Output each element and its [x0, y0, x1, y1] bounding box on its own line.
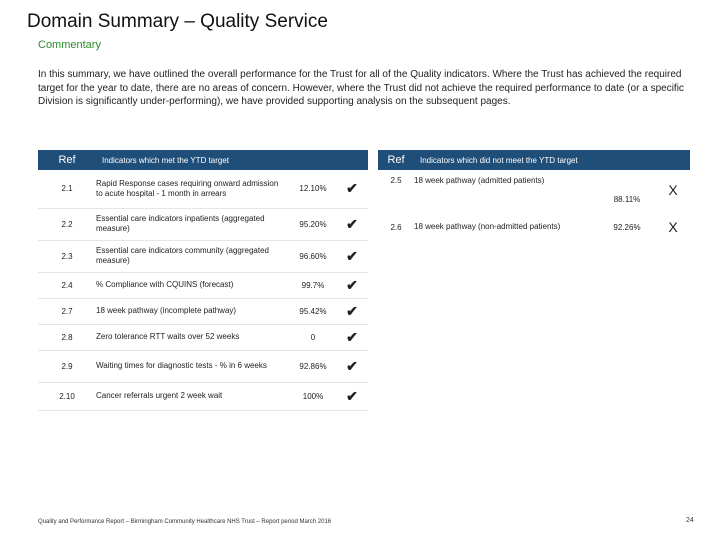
ref-cell: 2.1 — [38, 170, 96, 208]
ref-cell: 2.9 — [38, 350, 96, 382]
ref-cell: 2.5 — [390, 176, 402, 185]
indicator-cell: 18 week pathway (non-admitted patients) — [414, 222, 561, 231]
table-row — [38, 170, 368, 208]
ref-cell: 2.10 — [38, 382, 96, 410]
indicator-cell: 18 week pathway (incomplete pathway) — [96, 298, 290, 324]
page-title: Domain Summary – Quality Service — [27, 11, 328, 32]
met-table-header — [38, 150, 368, 170]
met-indicator-header: Indicators which met the YTD target — [96, 150, 368, 170]
value-cell: 95.42% — [290, 298, 336, 324]
indicator-cell: Essential care indicators community (aggregated measure) — [96, 240, 290, 272]
met-indicators-table — [38, 150, 368, 411]
table-row — [38, 350, 368, 382]
value-cell: 92.26% — [613, 222, 641, 232]
intro-paragraph: In this summary, we have outlined the overall performance for the Trust for all of the Quality indicators. Where the Trust has achieved the required target for the year to date, there are no areas of concern. However, where the Trust did not achieve the required performance to date (or a specific Division is significantly under-performing), we have provided supporting analysis on the subsequent pages. — [38, 69, 684, 108]
check-icon: ✔ — [336, 272, 368, 298]
indicator-cell: Waiting times for diagnostic tests - % in 6 weeks — [96, 350, 290, 382]
commentary-heading: Commentary — [38, 39, 101, 51]
check-icon: ✔ — [336, 240, 368, 272]
value-cell: 100% — [290, 382, 336, 410]
value-cell: 99.7% — [290, 272, 336, 298]
value-cell: 92.86% — [290, 350, 336, 382]
indicator-cell: Zero tolerance RTT waits over 52 weeks — [96, 324, 290, 350]
cross-icon: X — [668, 219, 678, 235]
ref-cell: 2.6 — [390, 222, 402, 232]
indicator-cell: Rapid Response cases requiring onward admission to acute hospital - 1 month in arrears — [96, 170, 290, 208]
cross-icon: X — [668, 182, 678, 198]
table-row — [38, 324, 368, 350]
table-row — [38, 272, 368, 298]
table-row — [38, 382, 368, 410]
indicator-cell: 18 week pathway (admitted patients) — [414, 176, 545, 185]
not-met-indicators-table — [378, 150, 690, 244]
check-icon: ✔ — [336, 350, 368, 382]
not-met-indicator-header: Indicators which did not meet the YTD target — [414, 150, 690, 170]
footer-text: Quality and Performance Report – Birmingham Community Healthcare NHS Trust – Report period March 2016 — [38, 519, 332, 525]
indicator-cell: Essential care indicators inpatients (aggregated measure) — [96, 208, 290, 240]
table-row — [378, 210, 690, 244]
table-row — [378, 170, 690, 210]
table-row — [38, 298, 368, 324]
table-row — [38, 208, 368, 240]
table-row — [38, 240, 368, 272]
ref-cell: 2.2 — [38, 208, 96, 240]
indicator-cell: % Compliance with CQUINS (forecast) — [96, 272, 290, 298]
value-cell: 0 — [290, 324, 336, 350]
not-met-ref-header: Ref — [378, 150, 414, 170]
ref-cell: 2.4 — [38, 272, 96, 298]
value-cell: 88.11% — [613, 195, 641, 204]
ref-cell: 2.7 — [38, 298, 96, 324]
ref-cell: 2.8 — [38, 324, 96, 350]
value-cell: 95.20% — [290, 208, 336, 240]
page-number: 24 — [686, 517, 694, 524]
check-icon: ✔ — [336, 170, 368, 208]
indicator-cell: Cancer referrals urgent 2 week wait — [96, 382, 290, 410]
check-icon: ✔ — [336, 382, 368, 410]
value-cell: 12.10% — [290, 170, 336, 208]
not-met-table-header — [378, 150, 690, 170]
met-ref-header: Ref — [38, 150, 96, 170]
check-icon: ✔ — [336, 324, 368, 350]
value-cell: 96.60% — [290, 240, 336, 272]
check-icon: ✔ — [336, 208, 368, 240]
check-icon: ✔ — [336, 298, 368, 324]
ref-cell: 2.3 — [38, 240, 96, 272]
